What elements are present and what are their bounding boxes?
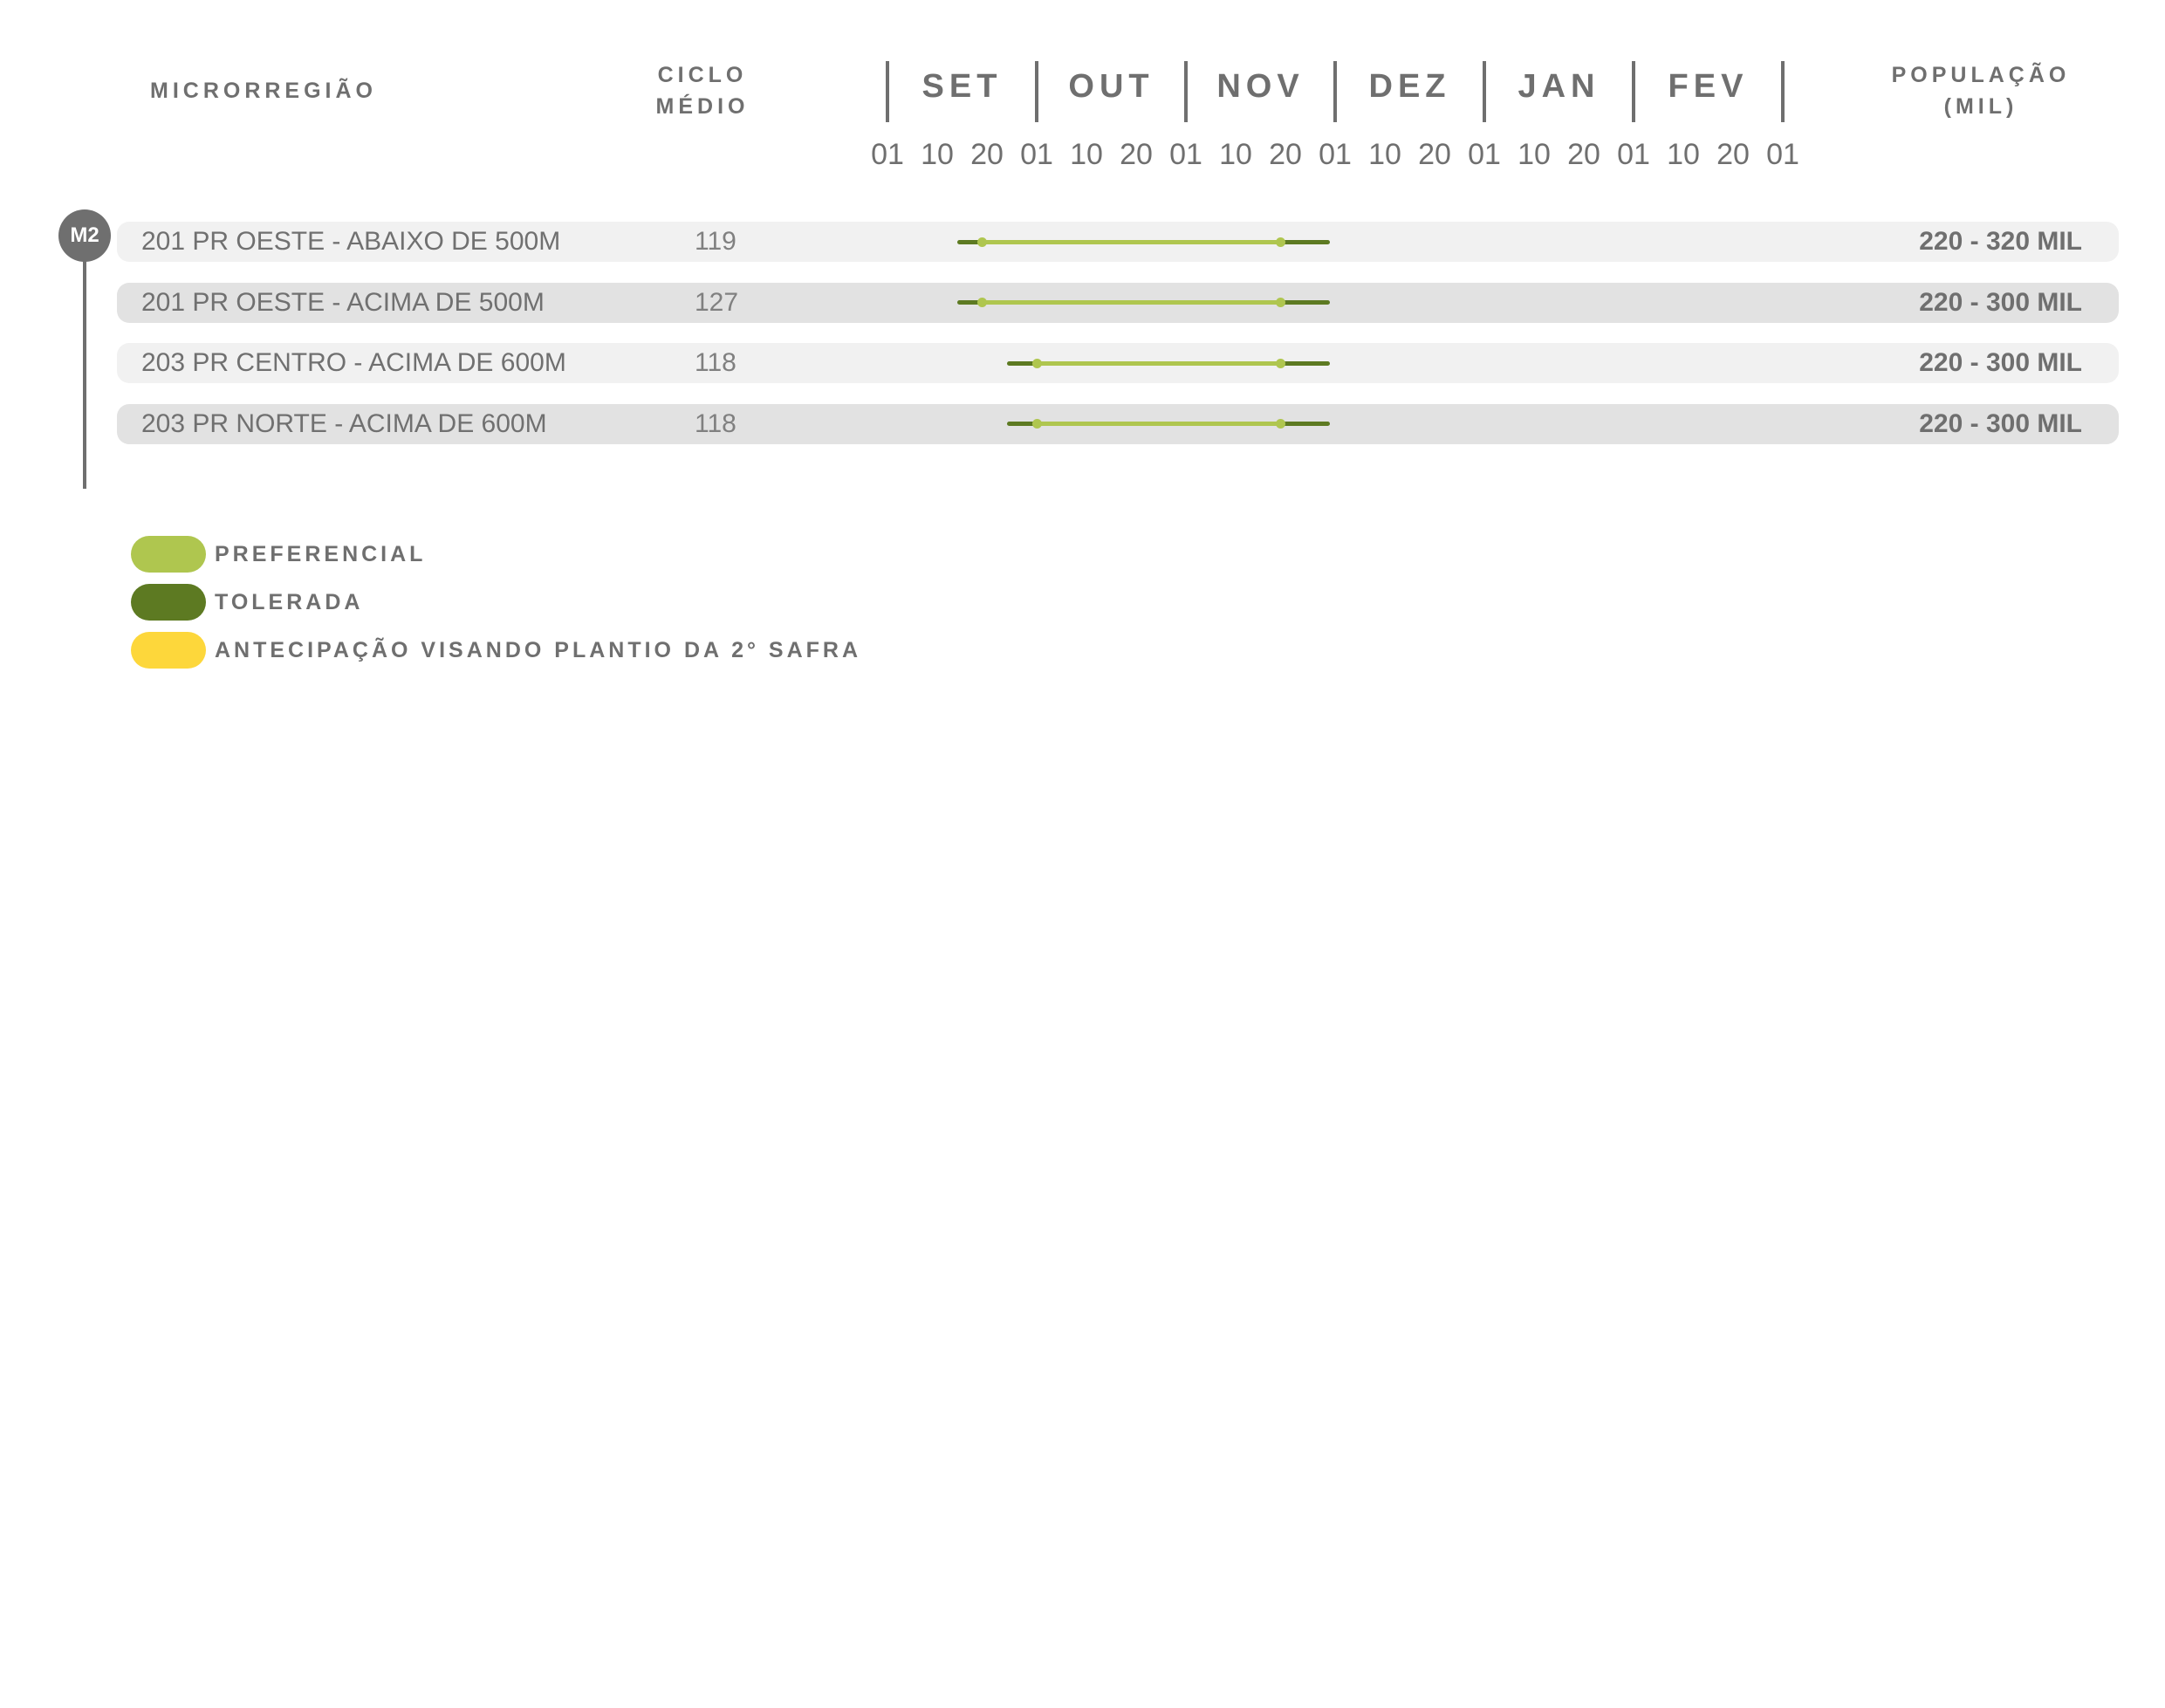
- header-ciclo-medio: [637, 59, 768, 122]
- row-population: 220 - 320 MIL: [1919, 227, 2082, 256]
- row-population: 220 - 300 MIL: [1919, 408, 2082, 438]
- tick-label: 10: [1070, 138, 1103, 171]
- legend-swatch: [131, 632, 206, 669]
- row-cycle: 118: [695, 348, 737, 377]
- tick-label: 01: [1617, 138, 1650, 171]
- row-name: 201 PR OESTE - ABAIXO DE 500M: [141, 227, 561, 256]
- month-label: DEZ: [1368, 68, 1451, 105]
- tick-label: 10: [921, 138, 954, 171]
- bar-preferencial: [982, 240, 1280, 244]
- month-separator: [1333, 61, 1337, 122]
- tick-label: 20: [1269, 138, 1302, 171]
- row-population: 220 - 300 MIL: [1919, 287, 2082, 317]
- legend-swatch: [131, 584, 206, 621]
- header-ciclo-line1: CICLO: [657, 63, 748, 87]
- month-separator: [1632, 61, 1635, 122]
- tick-label: 01: [1020, 138, 1053, 171]
- tick-label: 10: [1368, 138, 1401, 171]
- tick-label: 20: [1418, 138, 1451, 171]
- month-label: JAN: [1518, 68, 1600, 105]
- month-label: FEV: [1668, 68, 1749, 105]
- bar-endpoint-dot: [1032, 359, 1042, 368]
- tick-label: 01: [1468, 138, 1501, 171]
- month-label: SET: [921, 68, 1003, 105]
- bar-endpoint-dot: [977, 298, 987, 307]
- month-separator: [1035, 61, 1038, 122]
- month-separator: [1483, 61, 1486, 122]
- row-name: 201 PR OESTE - ACIMA DE 500M: [141, 287, 545, 317]
- legend-label: PREFERENCIAL: [215, 542, 427, 566]
- row-name: 203 PR NORTE - ACIMA DE 600M: [141, 408, 547, 438]
- month-label: OUT: [1068, 68, 1154, 105]
- bar-endpoint-dot: [977, 237, 987, 247]
- legend-label: TOLERADA: [215, 590, 364, 614]
- tick-label: 20: [1120, 138, 1153, 171]
- bar-endpoint-dot: [1276, 298, 1285, 307]
- tick-label: 20: [1716, 138, 1750, 171]
- tick-label: 01: [871, 138, 904, 171]
- tick-label: 20: [970, 138, 1004, 171]
- bar-endpoint-dot: [1276, 237, 1285, 247]
- tick-label: 10: [1219, 138, 1252, 171]
- tick-label: 01: [1319, 138, 1352, 171]
- bar-endpoint-dot: [1032, 419, 1042, 429]
- tick-label: 01: [1169, 138, 1202, 171]
- month-separator: [886, 61, 889, 122]
- header-populacao-line2: (MIL): [1943, 94, 2018, 119]
- legend-swatch: [131, 536, 206, 573]
- row-population: 220 - 300 MIL: [1919, 348, 2082, 377]
- bar-endpoint-dot: [1276, 419, 1285, 429]
- group-badge: M2: [58, 209, 111, 262]
- header-populacao-line1: POPULAÇÃO: [1891, 63, 2071, 87]
- month-separator: [1184, 61, 1188, 122]
- tick-label: 10: [1667, 138, 1700, 171]
- tick-label: 10: [1518, 138, 1551, 171]
- legend-label: ANTECIPAÇÃO VISANDO PLANTIO DA 2° SAFRA: [215, 638, 862, 662]
- row-name: 203 PR CENTRO - ACIMA DE 600M: [141, 348, 566, 377]
- row-cycle: 127: [695, 287, 739, 317]
- row-cycle: 119: [695, 227, 737, 256]
- tick-label: 01: [1766, 138, 1799, 171]
- month-label: NOV: [1216, 68, 1305, 105]
- bar-preferencial: [1037, 361, 1280, 366]
- row-cycle: 118: [695, 408, 737, 438]
- bar-preferencial: [1037, 422, 1280, 426]
- tick-label: 20: [1567, 138, 1600, 171]
- bar-preferencial: [982, 300, 1280, 305]
- group-line: [83, 244, 86, 489]
- header-ciclo-line2: MÉDIO: [655, 94, 750, 119]
- header-microrregiao: MICRORREGIÃO: [150, 79, 377, 103]
- bar-endpoint-dot: [1276, 359, 1285, 368]
- month-separator: [1781, 61, 1785, 122]
- header-populacao: [1876, 59, 2086, 122]
